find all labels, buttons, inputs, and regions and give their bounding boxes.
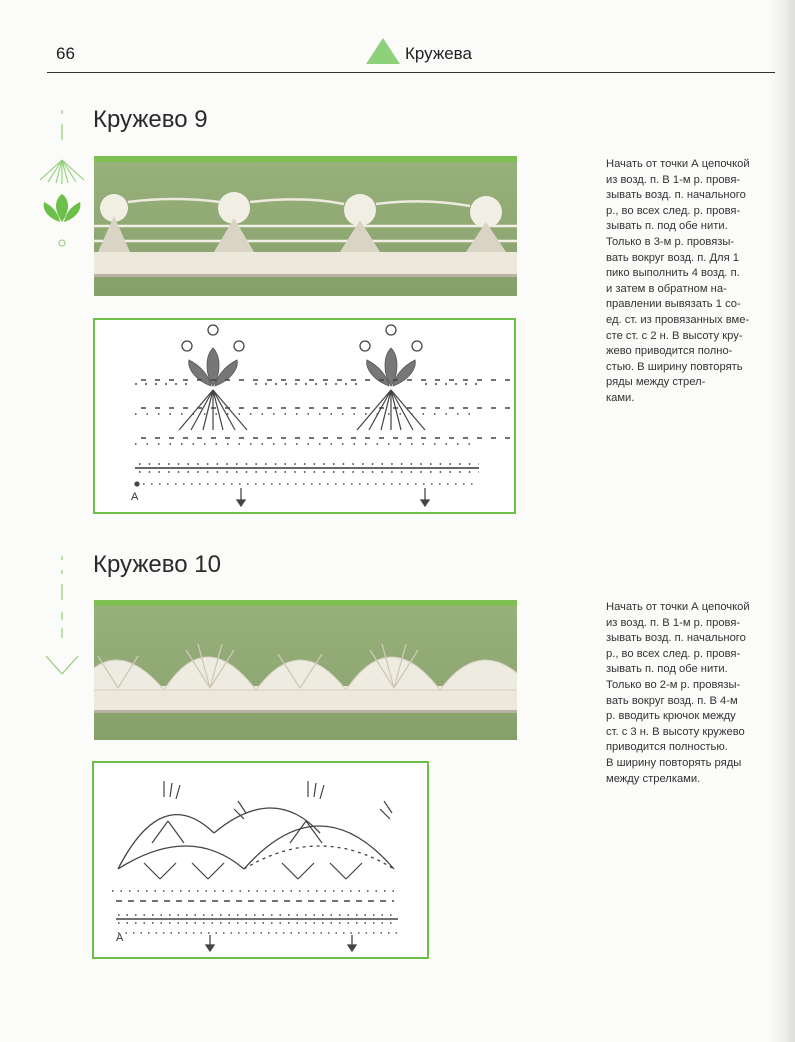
instruction-line: стью. В ширину повторять (606, 360, 743, 373)
instruction-line: из возд. п. В 1-м р. провя- (606, 616, 741, 629)
lace-10-title: Кружево 10 (93, 551, 221, 578)
lace-9-title: Кружево 9 (93, 106, 208, 133)
lace-9-instructions (606, 157, 781, 407)
lace-10-start-marker: A (116, 932, 124, 944)
lace-10-instructions (606, 600, 781, 787)
instruction-line: р., во всех след. р. провя- (606, 647, 741, 660)
instruction-line: сте ст. с 2 н. В высоту кру- (606, 329, 743, 342)
instruction-line: р., во всех след. р. провя- (606, 204, 741, 217)
instruction-line: пико выполнить 4 возд. п. (606, 267, 740, 280)
instruction-line: ряды между стрел- (606, 376, 706, 389)
instruction-line: жево приводится полно- (606, 345, 733, 358)
page-number: 66 (56, 44, 75, 63)
instruction-line: Начать от точки А цепочкой (606, 601, 750, 613)
instruction-line: Только во 2-м р. провязы- (606, 678, 741, 691)
instruction-line: из возд. п. В 1-м р. провя- (606, 173, 741, 186)
instruction-line: Начать от точки А цепочкой (606, 158, 750, 170)
instruction-line: В ширину повторять ряды (606, 756, 742, 769)
lace-9-photo (94, 156, 517, 296)
instruction-line: зывать п. под обе нити. (606, 220, 728, 233)
instruction-line: ст. с 3 н. В высоту кружево (606, 725, 745, 738)
header-rule (47, 72, 775, 73)
instruction-line: ками. (606, 391, 635, 404)
triangle-icon (364, 36, 402, 66)
instruction-line: приводится полностью. (606, 741, 728, 754)
instruction-line: вать вокруг возд. п. В 4-м (606, 694, 738, 707)
instruction-line: вать вокруг возд. п. Для 1 (606, 251, 739, 264)
instruction-line: р. вводить крючок между (606, 710, 736, 723)
lace-10-photo (94, 600, 517, 740)
lace-9-start-marker: A (131, 491, 139, 503)
instruction-line: зывать возд. п. начального (606, 189, 746, 202)
instruction-line: правлении вывязать 1 со- (606, 298, 741, 311)
section-title: Кружева (405, 44, 472, 63)
lace-9-diagram (93, 318, 516, 514)
lace-10-diagram (92, 761, 429, 959)
instruction-line: зывать возд. п. начального (606, 632, 746, 645)
stitch-motif-icon (36, 556, 88, 678)
instruction-line: ед. ст. из провязанных вме- (606, 313, 750, 326)
instruction-line: и затем в обратном на- (606, 282, 727, 295)
instruction-line: между стрелками. (606, 772, 701, 785)
instruction-line: Только в 3-м р. провязы- (606, 235, 735, 248)
leaf-fan-icon (36, 110, 88, 250)
instruction-line: зывать п. под обе нити. (606, 663, 728, 676)
